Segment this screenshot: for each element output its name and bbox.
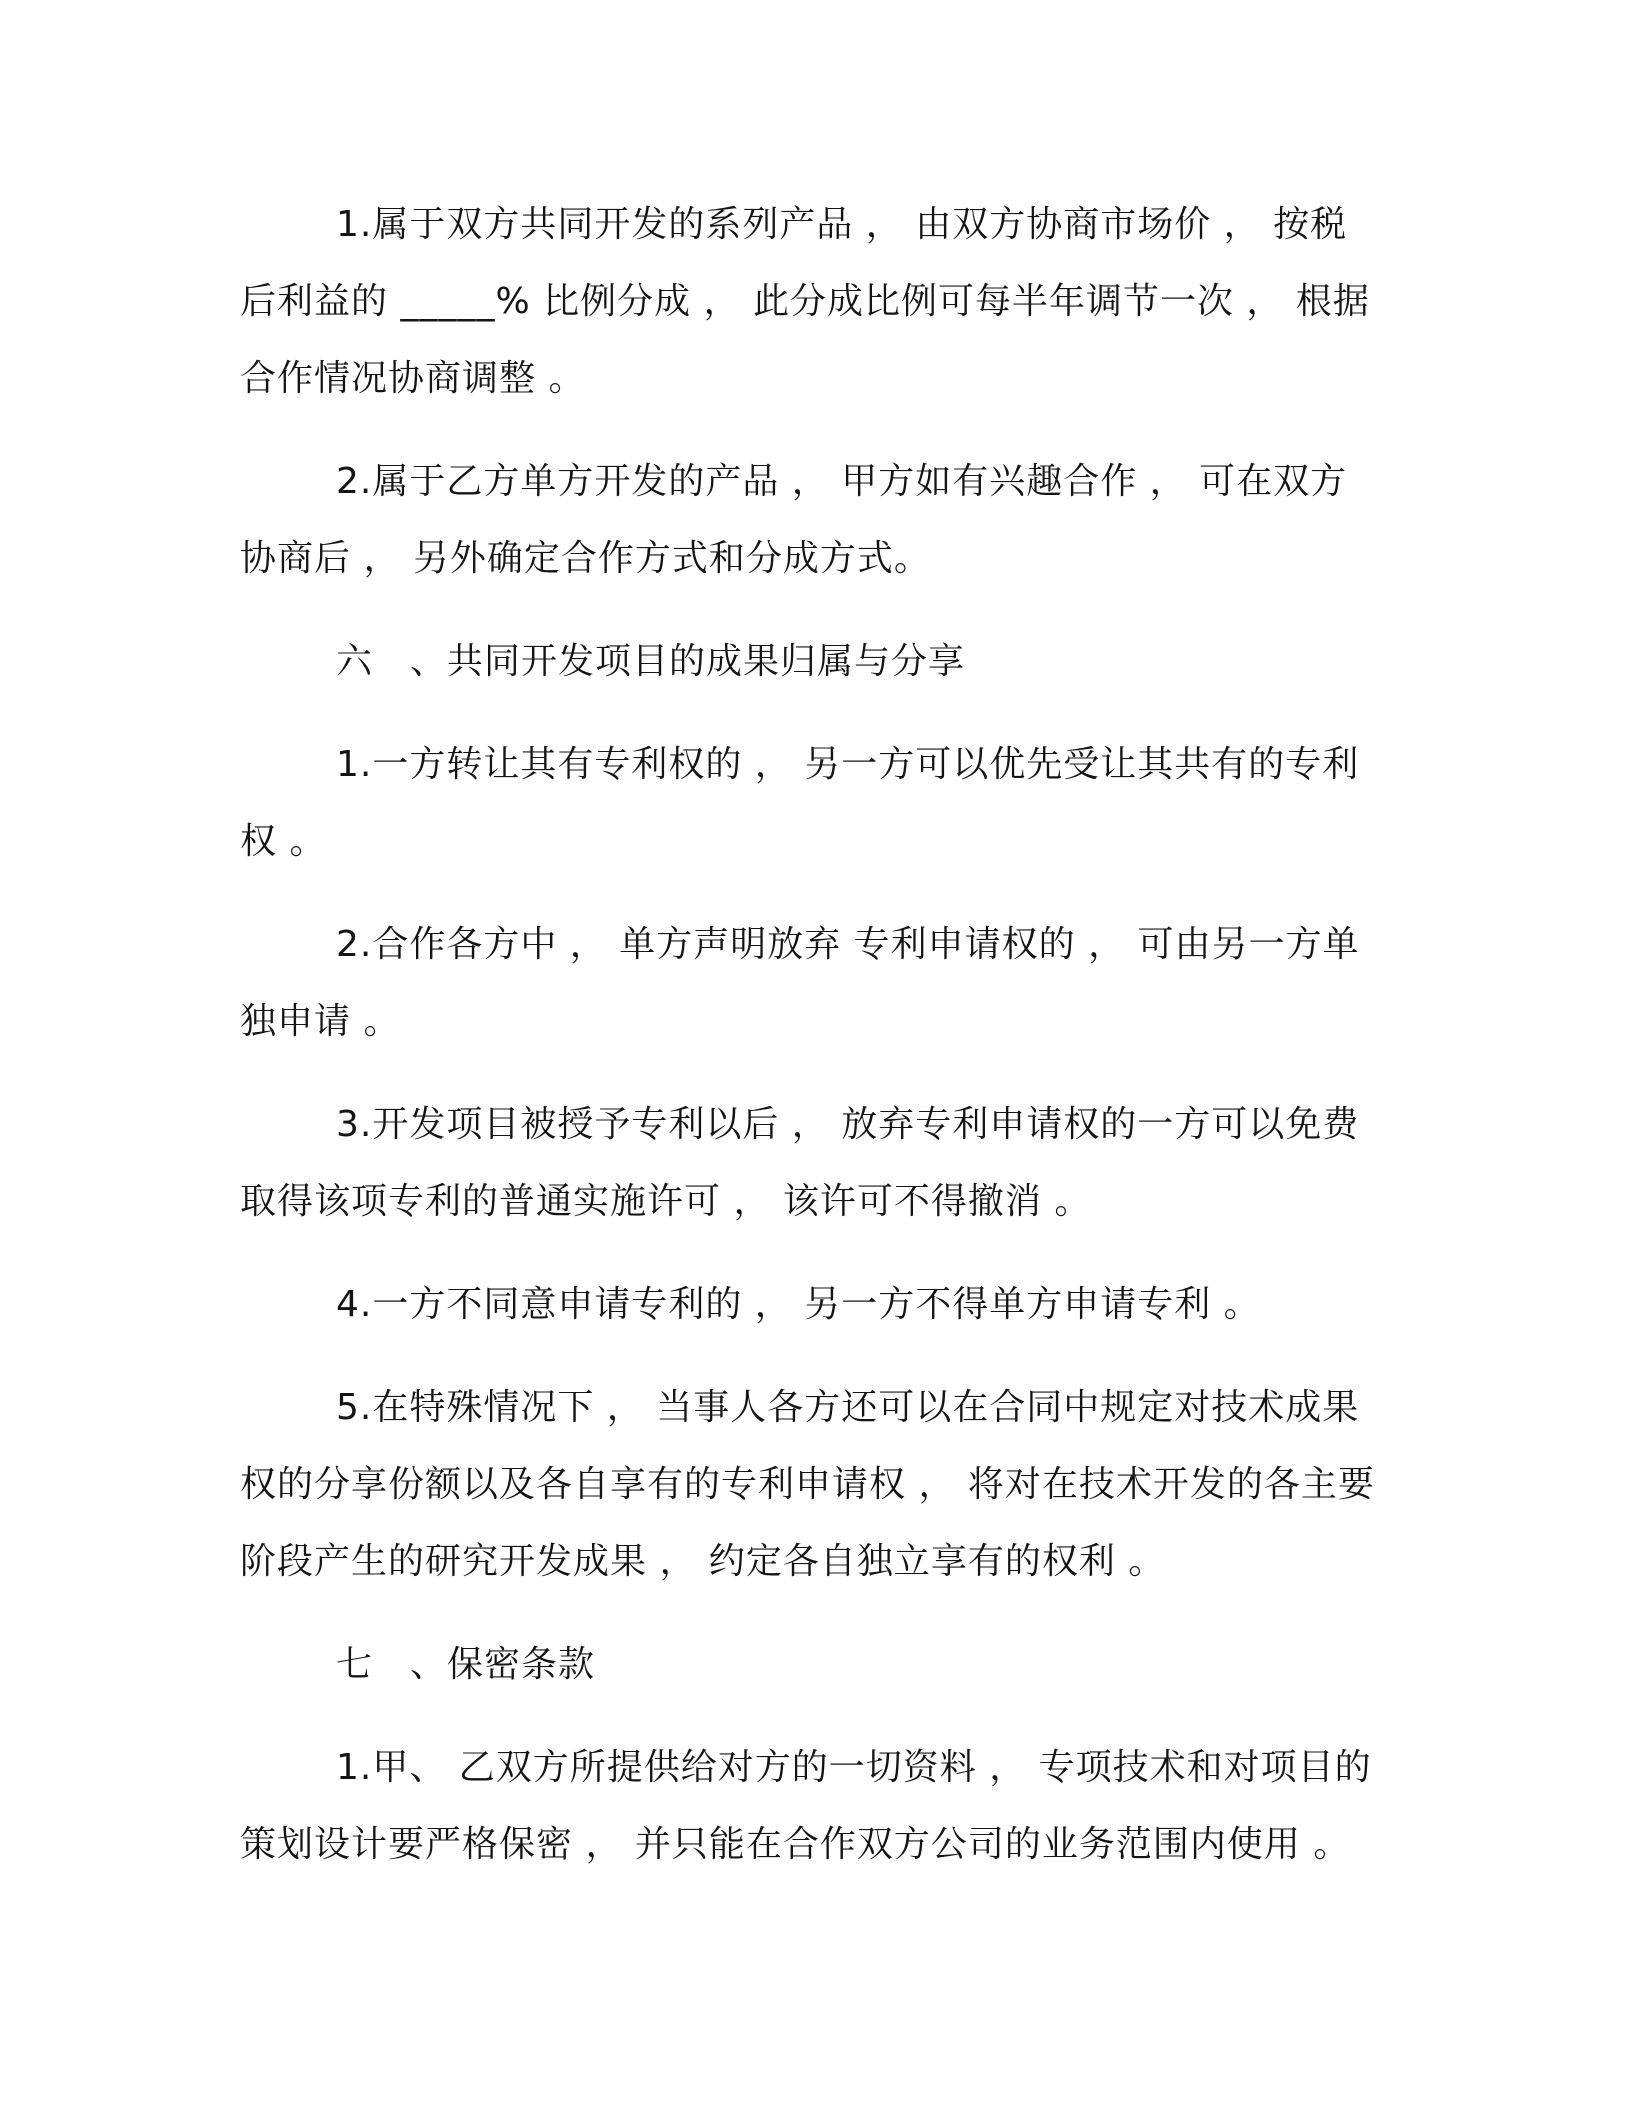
- clause-6-2-paragraph: 2.合作各方中 ， 单方声明放弃 专利申请权的 ， 可由另一方单独申请 。: [240, 924, 1360, 1042]
- clause-5-2-paragraph: 2.属于乙方单方开发的产品 ， 甲方如有兴趣合作 ， 可在双方协商后 ， 另外确定合作方式和分成方式。: [240, 461, 1348, 579]
- section-7-heading: 七 、保密条款: [336, 1644, 596, 1685]
- clause-6-1-paragraph: 1.一方转让其有专利权的 ， 另一方可以优先受让其共有的专利权 。: [240, 744, 1360, 862]
- clause-6-5-paragraph: 5.在特殊情况下 ， 当事人各方还可以在合同中规定对技术成果权的分享份额以及各自享有的专利申请权 ， 将对在技术开发的各主要阶段产生的研究开发成果 ， 约定各自独立享有的权利 。: [240, 1387, 1375, 1582]
- clause-7-1-paragraph: 1.甲、 乙双方所提供给对方的一切资料 ， 专项技术和对项目的策划设计要严格保密 ， 并只能在合作双方公司的业务范围内使用 。: [240, 1747, 1372, 1865]
- clause-6-3-paragraph: 3.开发项目被授予专利以后 ， 放弃专利申请权的一方可以免费取得该项专利的普通实施许可 ， 该许可不得撤消 。: [240, 1104, 1360, 1222]
- clause-5-1-paragraph: 1.属于双方共同开发的系列产品 ， 由双方协商市场价 ， 按税后利益的 _____% 比例分成 ， 此分成比例可每半年调节一次 ， 根据合作情况协商调整 。: [240, 204, 1370, 399]
- document-body: [240, 186, 1380, 1883]
- clause-6-4-paragraph: 4.一方不同意申请专利的 ， 另一方不得单方申请专利 。: [336, 1284, 1261, 1325]
- section-6-heading: 六 、共同开发项目的成果归属与分享: [336, 641, 966, 682]
